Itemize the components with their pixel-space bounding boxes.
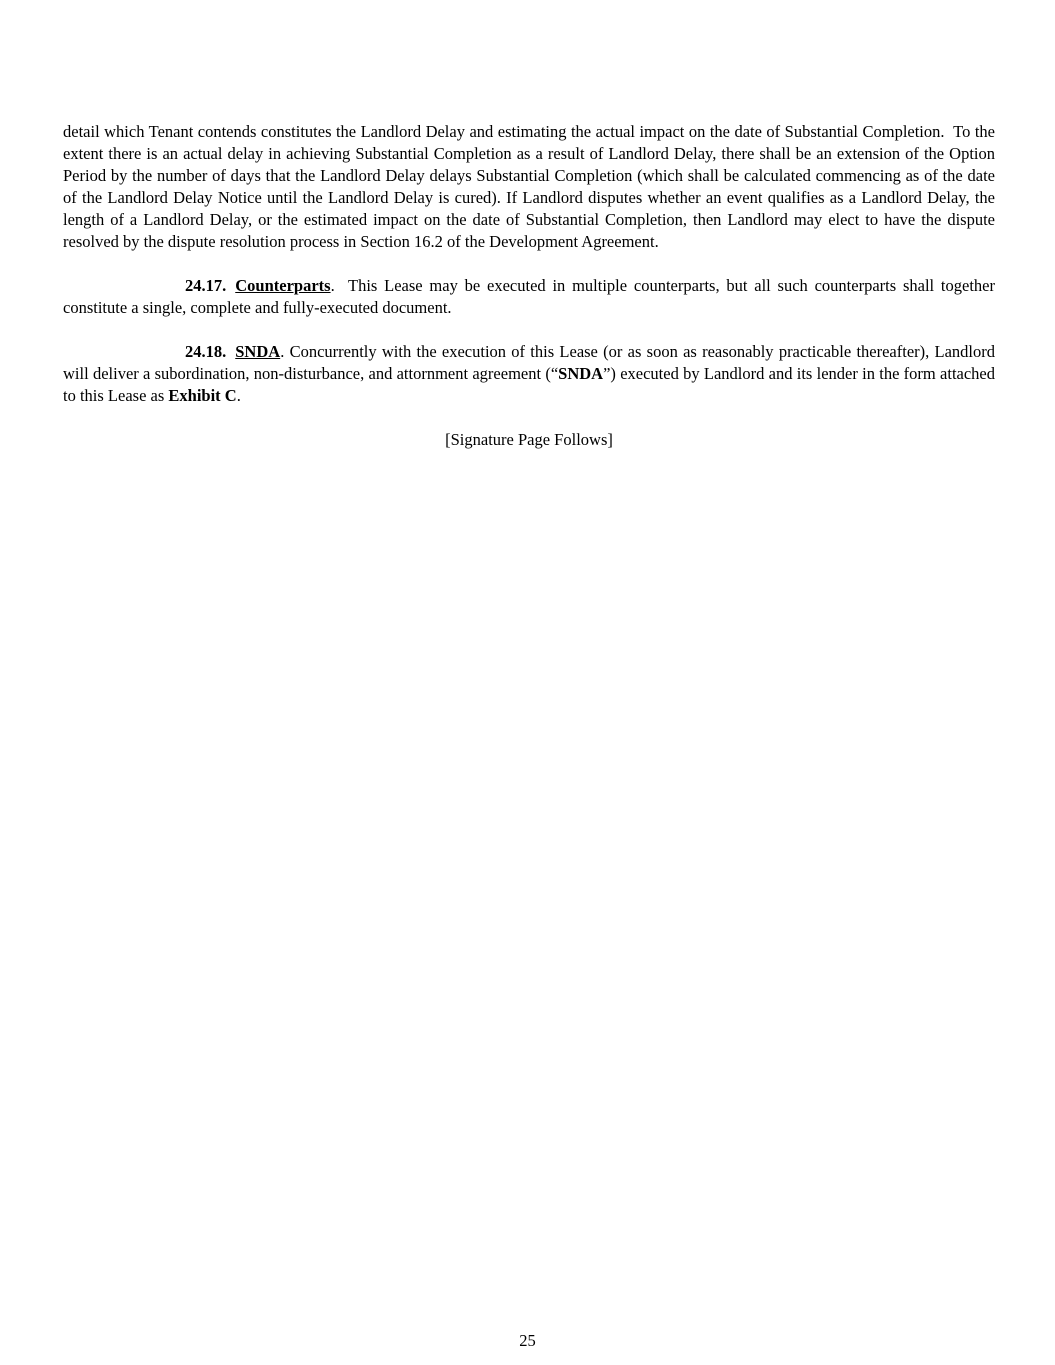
section-24-18-body-part-2: ”) executed by Landlord and its lender in the form attached to this Lease as <box>63 364 1000 405</box>
section-24-17-body: . This Lease may be executed in multiple counterparts, but all such counterparts shall together constitute a single, complete and fully-executed document. <box>63 276 1000 317</box>
page-number: 25 <box>519 1331 536 1350</box>
continuation-paragraph: detail which Tenant contends constitutes the Landlord Delay and estimating the actual impact on the date of Substantial Completion. To the extent there is an actual delay in achieving Substantial Completion as a result of Landlord Delay, there shall be an extension of the Option Period by the number of days that the Landlord Delay delays Substantial Completion (which shall be calculated commencing as of the date of the Landlord Delay Notice until the Landlord Delay is cured). If Landlord disputes whether an event qualifies as a Landlord Delay, the length of a Landlord Delay, or the estimated impact on the date of Substantial Completion, then Landlord may elect to have the dispute resolved by the dispute resolution process in Section 16.2 of the Development Agreement. <box>63 122 1000 251</box>
section-24-18 <box>63 341 1000 407</box>
lease-text-block <box>63 121 1000 451</box>
section-24-18-number: 24.18. <box>185 342 227 361</box>
signature-page-note: [Signature Page Follows] <box>445 430 613 449</box>
section-24-18-heading: SNDA <box>235 342 281 361</box>
section-24-17 <box>63 275 1000 319</box>
page-footer <box>0 1330 1055 1352</box>
section-24-17-heading: Counterparts <box>235 276 331 295</box>
exhibit-c-reference: Exhibit C <box>168 386 237 405</box>
snda-defined-term: SNDA <box>558 364 604 383</box>
section-24-18-body-part-1: . Concurrently with the execution of this Lease (or as soon as reasonably practicable thereafter), Landlord will deliver a subordination, non-disturbance, and attornment agreement (“ <box>63 342 1000 383</box>
section-24-18-body-part-3: . <box>236 386 241 405</box>
section-24-17-number: 24.17. <box>185 276 227 295</box>
